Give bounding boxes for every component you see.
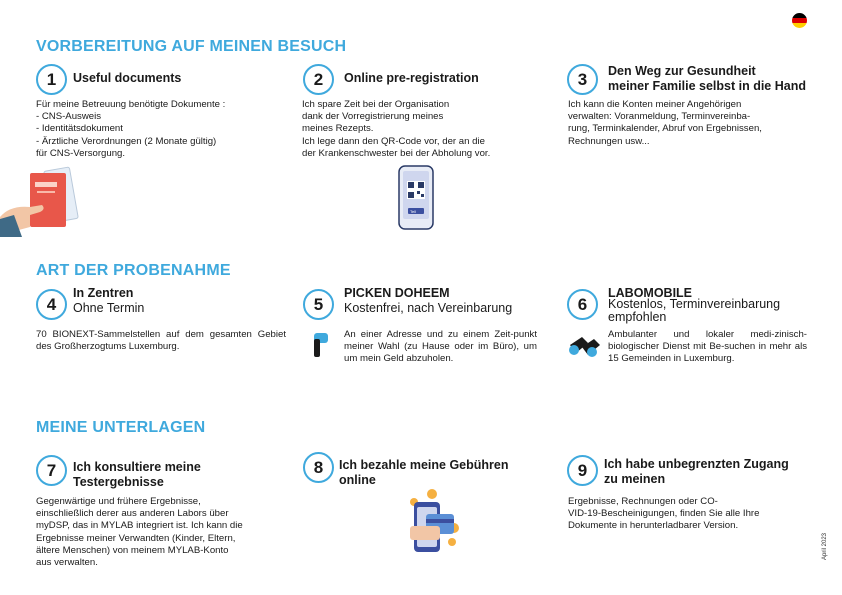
card-subtitle-5: Kostenfrei, nach Vereinbarung [344, 301, 513, 315]
card-subtitle-6: Kostenlos, Terminvereinbarung empfohlen [608, 297, 781, 324]
card-title-2: Online pre-registration [344, 71, 479, 85]
section-title-preparation: VORBEREITUNG AUF MEINEN BESUCH [36, 38, 347, 55]
step-number-6: 6 [567, 289, 598, 320]
card-title-4: In Zentren [73, 286, 134, 300]
card-body-7: Gegenwärtige und frühere Ergebnisse, einschließlich derer aus anderen Labors über myDSP, das in MYLAB integriert ist. Ich kann die Ergebnisse meiner Verwandten (Kinder, Eltern, ältere Menschen) von meinem MYLAB-Konto aus verwalten. [36, 496, 243, 569]
card-title-1: Useful documents [73, 71, 182, 85]
step-number-3: 3 [567, 64, 598, 95]
binoculars-icon [568, 333, 602, 359]
card-subtitle-4: Ohne Termin [73, 301, 145, 315]
card-title-8: Ich bezahle meine Gebühren online [339, 458, 509, 487]
card-body-4: 70 BIONEXT-Sammelstellen auf dem gesamten Gebiet des Großherzogtums Luxemburg. [36, 329, 286, 353]
card-title-9: Ich habe unbegrenzten Zugang zu meinen [604, 457, 789, 486]
section-title-sampling: ART DER PROBENAHME [36, 262, 231, 279]
german-flag-icon [792, 13, 807, 28]
step-number-5: 5 [303, 289, 334, 320]
card-body-9: Ergebnisse, Rechnungen oder CO- VID-19-Bescheinigungen, finden Sie alle Ihre Dokumente in herunterladbarer Version. [568, 496, 760, 532]
card-body-1: Für meine Betreuung benötigte Dokumente : - CNS-Ausweis - Identitätsdokument - Ärztliche Verordnungen (2 Monate gültig) für CNS-Versorgung. [36, 99, 226, 159]
date-label: April 2023 [822, 532, 828, 560]
card-body-6: Ambulanter und lokaler medi-zinisch-biologischer Dienst mit Be-suchen in mehr als 15 Gemeinden in Luxemburg. [608, 329, 807, 365]
card-body-3: Ich kann die Konten meiner Angehörigen verwalten: Voranmeldung, Terminvereinba- rung, Terminkalender, Abruf von Ergebnissen, Rechnungen usw... [568, 99, 762, 147]
step-number-1: 1 [36, 64, 67, 95]
payment-phone-icon [402, 488, 466, 554]
documents-hand-icon [0, 165, 90, 237]
phone-button-label: Tell [410, 209, 417, 214]
card-body-2: Ich spare Zeit bei der Organisation dank der Vorregistrierung meines meines Rezepts. Ich lege dann den QR-Code vor, der an die der Krankenschwester bei der Abholung vor. [302, 99, 491, 159]
step-number-9: 9 [567, 455, 598, 486]
section-title-documents: MEINE UNTERLAGEN [36, 419, 206, 436]
card-title-6: LABOMOBILE [608, 286, 693, 300]
p-logo-icon [314, 333, 328, 357]
step-number-4: 4 [36, 289, 67, 320]
card-title-7: Ich konsultiere meine Testergebnisse [73, 460, 201, 489]
step-number-7: 7 [36, 455, 67, 486]
card-body-5: An einer Adresse und zu einem Zeit-punkt meiner Wahl (zu Hause oder im Büro), um um mein Geld abzuholen. [344, 329, 537, 365]
qr-phone-icon [398, 165, 434, 231]
card-title-3: Den Weg zur Gesundheit meiner Familie selbst in die Hand [608, 64, 806, 93]
step-number-8: 8 [303, 452, 334, 483]
card-title-5: PICKEN DOHEEM [344, 286, 450, 300]
step-number-2: 2 [303, 64, 334, 95]
